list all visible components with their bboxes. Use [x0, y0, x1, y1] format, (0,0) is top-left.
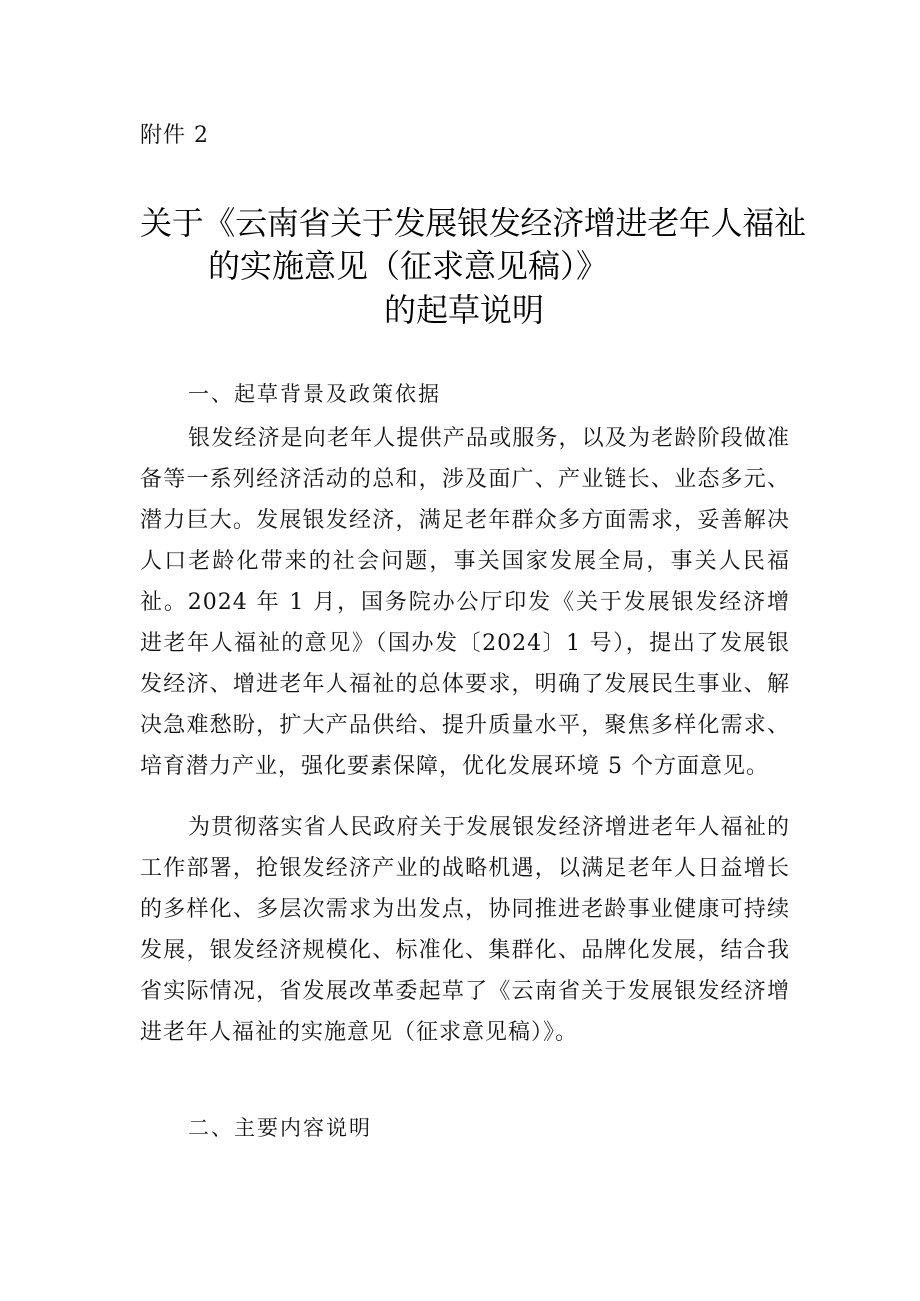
paragraph-silver-economy: 银发经济是向老年人提供产品或服务，以及为老龄阶段做准备等一系列经济活动的总和，涉及面广、产业链长、业态多元、潜力巨大。发展银发经济，满足老年群众多方面需求，妥善解决人口老龄化带来的社会问题，事关国家发展全局，事关人民福祉。2024 年 1 月，国务院办公厅印发《关于发展银发经济增进老年人福祉的意见》（国办发〔2024〕1 号），提出了发展银发经济、增进老年人福祉的总体要求，明确了发展民生事业、解决急难愁盼，扩大产品供给、提升质量水平，聚焦多样化需求、培育潜力产业，强化要素保障，优化发展环境 5 个方面意见。	[140, 426, 790, 779]
paragraph-drafting-purpose: 为贯彻落实省人民政府关于发展银发经济增进老年人福祉的工作部署，抢银发经济产业的战略机遇，以满足老年人日益增长的多样化、多层次需求为出发点，协同推进老龄事业健康可持续发展，银发经济规模化、标准化、集群化、品牌化发展，结合我省实际情况，省发展改革委起草了《云南省关于发展银发经济增进老年人福祉的实施意见（征求意见稿）》。	[140, 815, 790, 1045]
document-title-line-3: 的起草说明	[384, 291, 545, 329]
document-title-line-1: 关于《云南省关于发展银发经济增进老年人福祉	[140, 204, 806, 242]
attachment-label: 附件 2	[140, 123, 209, 148]
document-title-line-2: 的实施意见（征求意见稿）》	[208, 247, 609, 285]
section-heading-background: 一、起草背景及政策依据	[188, 382, 441, 406]
section-heading-main-content: 二、主要内容说明	[188, 1116, 372, 1140]
